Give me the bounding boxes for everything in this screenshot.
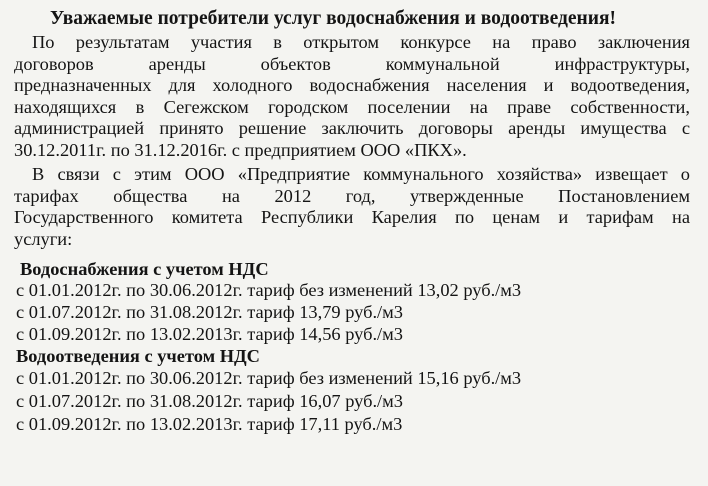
water-disposal-heading: Водоотведения с учетом НДС <box>16 346 260 366</box>
paragraph-line: 30.12.2011г. по 31.12.2016г. с предприятием ООО «ПКХ». <box>14 139 467 160</box>
notice-title: Уважаемые потребители услуг водоснабжения и водоотведения! <box>50 8 616 29</box>
paragraph-line: предназначенных для холодного водоснабжения населения и водоотведения, <box>14 75 690 95</box>
water-supply-heading: Водоснабжения с учетом НДС <box>20 259 269 279</box>
paragraph-line: По результатам участия в открытом конкурсе на право заключения <box>32 32 690 52</box>
paragraph-line: Государственного комитета Республики Карелия по ценам и тарифам на <box>14 207 690 227</box>
paragraph-line: В связи с этим ООО «Предприятие коммунального хозяйства» извещает о <box>32 164 690 184</box>
water-disposal-row: с 01.01.2012г. по 30.06.2012г. тариф без изменений 15,16 руб./м3 <box>16 368 522 388</box>
paragraph-line: находящихся в Сегежском городском поселении на праве собственности, <box>14 96 690 117</box>
paragraph-line: администрацией принято решение заключить договоры аренды имущества с <box>14 118 690 138</box>
water-disposal-row: с 01.09.2012г. по 13.02.2013г. тариф 17,11 руб./м3 <box>16 414 403 434</box>
paragraph-line: договоров аренды объектов коммунальной инфраструктуры, <box>14 53 690 74</box>
paragraph-contract-info <box>14 32 690 161</box>
water-supply-row: с 01.09.2012г. по 13.02.2013г. тариф 14,56 руб./м3 <box>16 324 403 344</box>
paragraph-line: тарифах общества на 2012 год, утвержденные Постановлением <box>14 185 690 206</box>
water-disposal-row: с 01.07.2012г. по 31.08.2012г. тариф 16,07 руб./м3 <box>16 391 403 411</box>
paragraph-tariff-notice <box>14 164 690 250</box>
water-supply-row: с 01.01.2012г. по 30.06.2012г. тариф без изменений 13,02 руб./м3 <box>16 280 522 300</box>
water-supply-row: с 01.07.2012г. по 31.08.2012г. тариф 13,79 руб./м3 <box>16 302 403 322</box>
paragraph-line: услуги: <box>14 228 73 249</box>
